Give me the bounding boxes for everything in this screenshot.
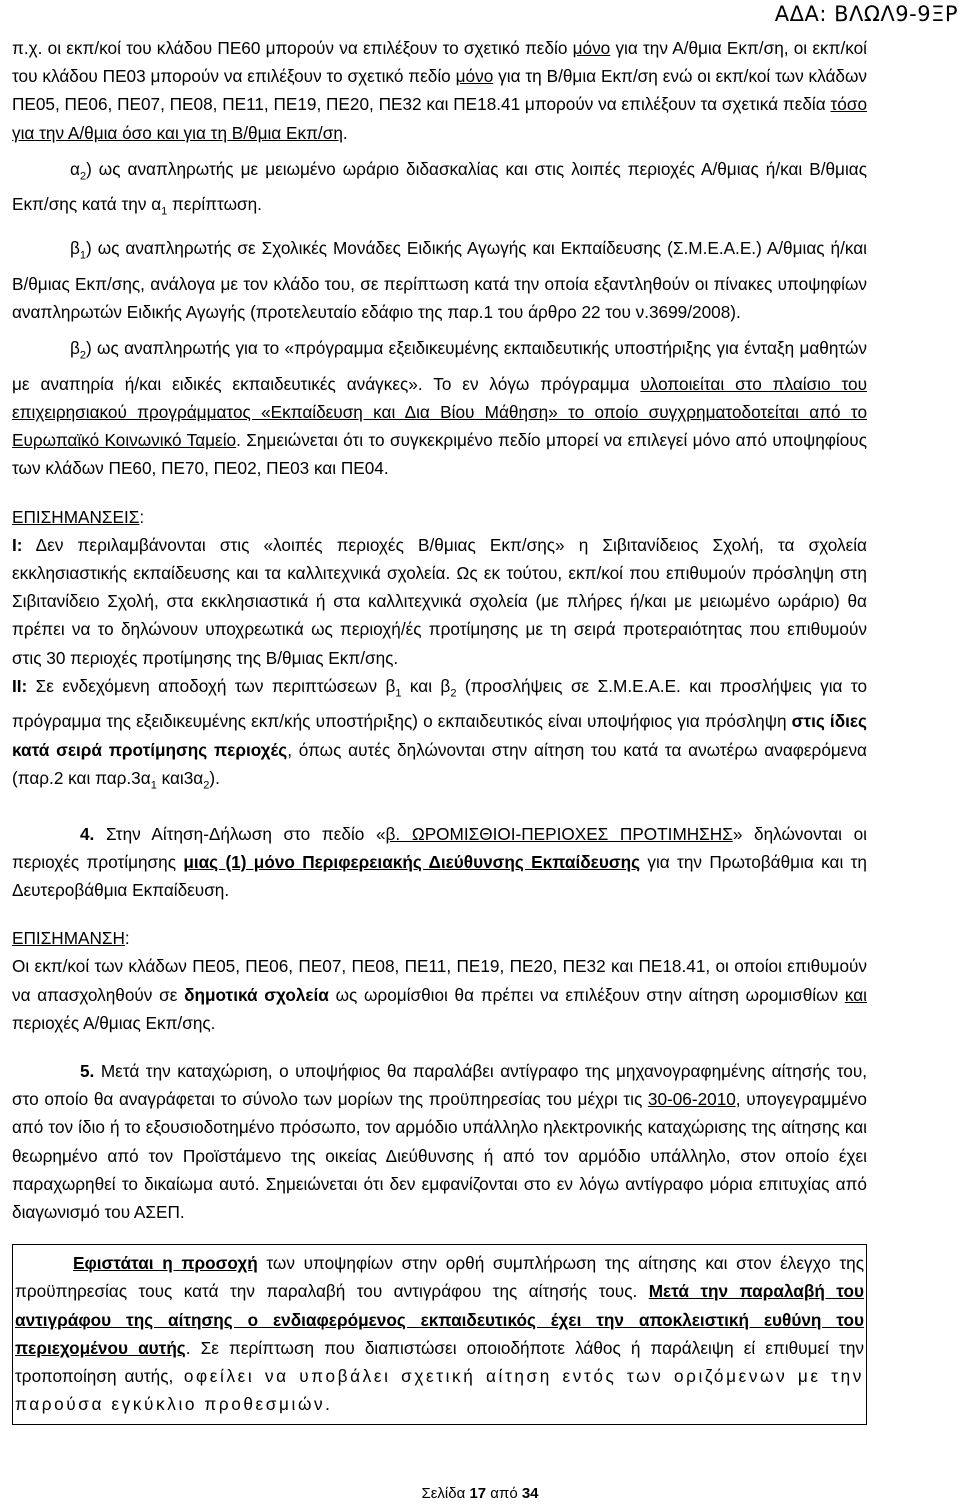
paragraph-beta1: $\beta_1$) ως αναπληρωτής σε Σχολικές Μονάδες Ειδικής Αγωγής και Εκπαίδευσης (Σ.Μ.Ε.Α.Ε.) Α/θμιας ή/και Β/θμιας Εκπ/σης, ανάλογα με τον κλάδο του, σε περίπτωση κατά την οποία εξαντληθούν οι πίνακες υποψηφίων αναπληρωτών Ειδικής Αγωγής (προτελευταίο εδάφιο της παρ.1 του άρθρο 22 του ν.3699/2008).	[12, 238, 867, 322]
paragraph-beta2: $\beta_2$) ως αναπληρωτής για το «πρόγραμμα εξειδικευμένης εκπαιδευτικής υποστήριξης για ένταξη μαθητών με αναπηρία ή/και ειδικές εκπαιδευτικές ανάγκες». Το εν λόγω πρόγραμμα υλοποιείται στο πλαίσιο του επιχειρησιακού προγράμματος «Εκπαίδευση και Δια Βίου Μάθηση» το οποίο συγχρηματοδοτείται από το Ευρωπαϊκό Κοινωνικό Ταμείο. Σημειώνεται ότι το συγκεκριμένο πεδίο μπορεί να επιλεγεί μόνο από υποψηφίους των κλάδων ΠΕ60, ΠΕ70, ΠΕ02, ΠΕ03 και ΠΕ04.	[12, 338, 867, 479]
item-4: 4. Στην Αίτηση-Δήλωση στο πεδίο «β. ΩΡΟΜΙΣΘΙΟΙ-ΠΕΡΙΟΧΕΣ ΠΡΟΤΙΜΗΣΗΣ» δηλώνονται οι περιοχές προτίμησης μιας (1) μόνο Περιφερειακής Διεύθυνσης Εκπαίδευσης για την Πρωτοβάθμια και τη Δευτεροβάθμια Εκπαίδευση.	[12, 823, 867, 900]
note-ii: ΙΙ: Σε ενδεχόμενη αποδοχή των περιπτώσεων $\beta_1$ και $\beta_2$ (προσλήψεις σε Σ.Μ.Ε.Α.Ε. και προσλήψεις για το πρόγραμμα της εξειδικευμένης εκπ/κής υποστήριξης) ο εκπαιδευτικός είναι υποψήφιος για πρόσληψη στις ίδιες κατά σειρά προτίμησης περιοχές, όπως αυτές δηλώνονται στην αίτηση του κατά τα ανωτέρω αναφερόμενα (παρ.2 και $\pi\alpha\rho.3\alpha_1$ $\kappa\alpha\iota 3\alpha_2$).	[12, 675, 868, 792]
warning-box	[12, 1244, 867, 1425]
page-footer: Σελίδα 17 από 34	[421, 1485, 539, 1502]
paragraph-example: π.χ. οι εκπ/κοί του κλάδου ΠΕ60 μπορούν να επιλέξουν το σχετικό πεδίο μόνο για την Α/θμια Εκπ/ση, οι εκπ/κοί του κλάδου ΠΕ03 μπορούν να επιλέξουν το σχετικό πεδίο μόνο για τη Β/θμια Εκπ/ση ενώ οι εκπ/κοί των κλάδων ΠΕ05, ΠΕ06, ΠΕ07, ΠΕ08, ΠΕ11, ΠΕ19, ΠΕ20, ΠΕ32 και ΠΕ18.41 μπορούν να επιλέξουν τα σχετικά πεδία τόσο για την Α/θμια όσο και για τη Β/θμια Εκπ/ση.	[12, 38, 867, 143]
note-i: Ι: Δεν περιλαμβάνονται στις «λοιπές περιοχές Β/θμιας Εκπ/σης» η Σιβιτανίδειος Σχολή, τα σχολεία εκκλησιαστικής εκπαίδευσης και τα καλλιτεχνικά σχολεία. Ως εκ τούτου, εκπ/κοί που επιθυμούν πρόσληψη στη Σιβιτανίδειο Σχολή, στα εκκλησιαστικά ή στα καλλιτεχνικά σχολεία (με πλήρες ή/και με μειωμένο ωράριο) θα πρέπει να το δηλώνουν υποχρεωτικά ως περιοχή/ές προτίμησης με τη σειρά προτεραιότητας που επιθυμούν στις 30 περιοχές προτίμησης της Β/θμιας Εκπ/σης.	[12, 534, 867, 668]
doc-code: ΑΔΑ: ΒΛΩΛ9-9ΞΡ	[774, 2, 958, 26]
notes-heading: ΕΠΙΣΗΜΑΝΣΕΙΣ:	[12, 506, 145, 527]
item-5: 5. Μετά την καταχώριση, ο υποψήφιος θα παραλάβει αντίγραφο της μηχανογραφημένης αίτησής του, στο οποίο θα αναγράφεται το σύνολο των μορίων της προϋπηρεσίας του μέχρι τις 30-06-2010, υπογεγραμμένο από τον ίδιο ή το εξουσιοδοτημένο πρόσωπο, τον αρμόδιο υπάλληλο ηλεκτρονικής καταχώρισης της αίτησης και θεωρημένο από τον Προϊστάμενο της οικείας Διεύθυνσης ή από τον αρμόδιο υπάλληλο, στον οποίο έχει παραχωρηθεί το δικαίωμα αυτό. Σημειώνεται ότι δεν εμφανίζονται στο εν λόγω αντίγραφο μόρια επιτυχίας από διαγωνισμό του ΑΣΕΠ.	[12, 1060, 867, 1222]
paragraph-alpha2: $\alpha_2$) ως αναπληρωτής με μειωμένο ωράριο διδασκαλίας και στις λοιπές περιοχές Α/θμιας ή/και Β/θμιας Εκπ/σης κατά την $\alpha_1$ περίπτωση.	[12, 158, 867, 218]
note2-text: Οι εκπ/κοί των κλάδων ΠΕ05, ΠΕ06, ΠΕ07, ΠΕ08, ΠΕ11, ΠΕ19, ΠΕ20, ΠΕ32 και ΠΕ18.41, οι οποίοι επιθυμούν να απασχοληθούν σε δημοτικά σχολεία ως ωρομίσθιοι θα πρέπει να επιλέξουν στην αίτηση ωρομισθίων και περιοχές Α/θμιας Εκπ/σης.	[12, 956, 867, 1033]
page-content	[12, 34, 867, 1425]
warning-text: Εφιστάται η προσοχή των υποψηφίων στην ορθή συμπλήρωση της αίτησης και στον έλεγχο της προϋπηρεσίας τους κατά την παραλαβή του αντιγράφου της αίτησής τους. Μετά την παραλαβή του αντιγράφου της αίτησης ο ενδιαφερόμενος εκπαιδευτικός έχει την αποκλειστική ευθύνη του περιεχομένου αυτής. Σε περίπτωση που διαπιστώσει οποιοδήποτε λάθος ή παράλειψη εί επιθυμεί την τροποποίηση αυτής, οφείλει να υποβάλει σχετική αίτηση εντός των οριζόμενων με την παρούσα εγκύκλιο προθεσμιών.	[15, 1253, 864, 1415]
note2-heading: ΕΠΙΣΗΜΑΝΣΗ:	[12, 928, 130, 949]
